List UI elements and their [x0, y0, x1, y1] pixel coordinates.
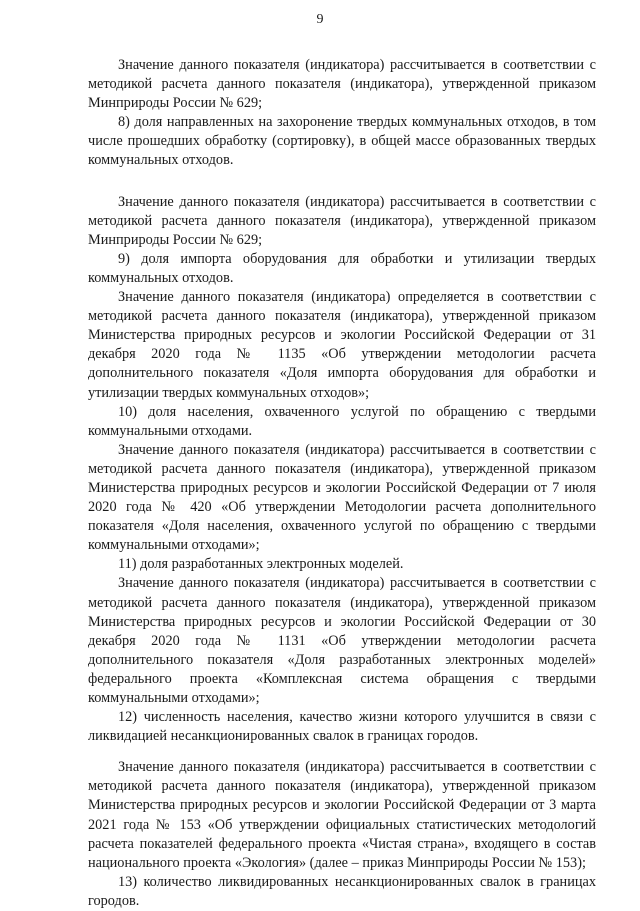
paragraph-5: Значение данного показателя (индикатора) определяется в соответствии с методикой расчета данного показателя (индикатора), утвержденной приказом Министерства природных ресурсов и экологии Российской Федерации от 31 декабря 2020 года № 1135 «Об утверждении методологии расчета дополнительного показателя «Доля импорта оборудования для обработки и утилизации твердых коммунальных отходов»;	[88, 289, 596, 401]
paragraph-9: Значение данного показателя (индикатора) рассчитывается в соответствии с методикой расчета данного показателя (индикатора), утвержденной приказом Министерства природных ресурсов и экологии Российской Федерации от 30 декабря 2020 года № 1131 «Об утверждении методологии расчета дополнительного показателя «Доля разработанных электронных моделей» федерального проекта «Комплексная система обращения с твердыми коммунальными отходами»;	[88, 575, 596, 706]
paragraph-2: 8) доля направленных на захоронение твердых коммунальных отходов, в том числе прошедших обработку (сортировку), в общей массе образованных твердых коммунальных отходов.	[88, 114, 596, 169]
paragraph-gap	[88, 746, 596, 758]
paragraph-gap	[88, 171, 596, 193]
page-number: 9	[316, 12, 324, 27]
paragraph-1: Значение данного показателя (индикатора) рассчитывается в соответствии с методикой расчета данного показателя (индикатора), утвержденной приказом Минприроды России № 629;	[88, 57, 596, 112]
paragraph-12: 13) количество ликвидированных несанкционированных свалок в границах городов.	[88, 873, 596, 909]
paragraph-7: Значение данного показателя (индикатора) рассчитывается в соответствии с методикой расчета данного показателя (индикатора), утвержденной приказом Министерства природных ресурсов и экологии Российской Федерации от 7 июля 2020 года № 420 «Об утверждении Методологии расчета дополнительного показателя «Доля населения, охваченного услугой по обращению с твердыми коммунальными отходами»;	[88, 441, 596, 554]
paragraph-4: 9) доля импорта оборудования для обработки и утилизации твердых коммунальных отходов.	[88, 250, 596, 286]
paragraph-11: Значение данного показателя (индикатора) рассчитывается в соответствии с методикой расчета данного показателя (индикатора), утвержденной приказом Министерства природных ресурсов и экологии Российской Федерации от 3 марта 2021 года № 153 «Об утверждении официальных статистических методологий расчета показателей федерального проекта «Чистая страна», входящего в состав национального проекта «Экология» (далее – приказ Минприроды России № 153);	[88, 759, 596, 871]
paragraph-8: 11) доля разработанных электронных моделей.	[118, 556, 404, 573]
paragraph-3: Значение данного показателя (индикатора) рассчитывается в соответствии с методикой расчета данного показателя (индикатора), утвержденной приказом Минприроды России № 629;	[88, 193, 596, 248]
document-body	[88, 56, 596, 911]
paragraph-10: 12) численность населения, качество жизни которого улучшится в связи с ликвидацией несанкционированных свалок в границах городов.	[88, 709, 596, 745]
paragraph-6: 10) доля населения, охваченного услугой по обращению с твердыми коммунальными отходами.	[88, 403, 596, 439]
